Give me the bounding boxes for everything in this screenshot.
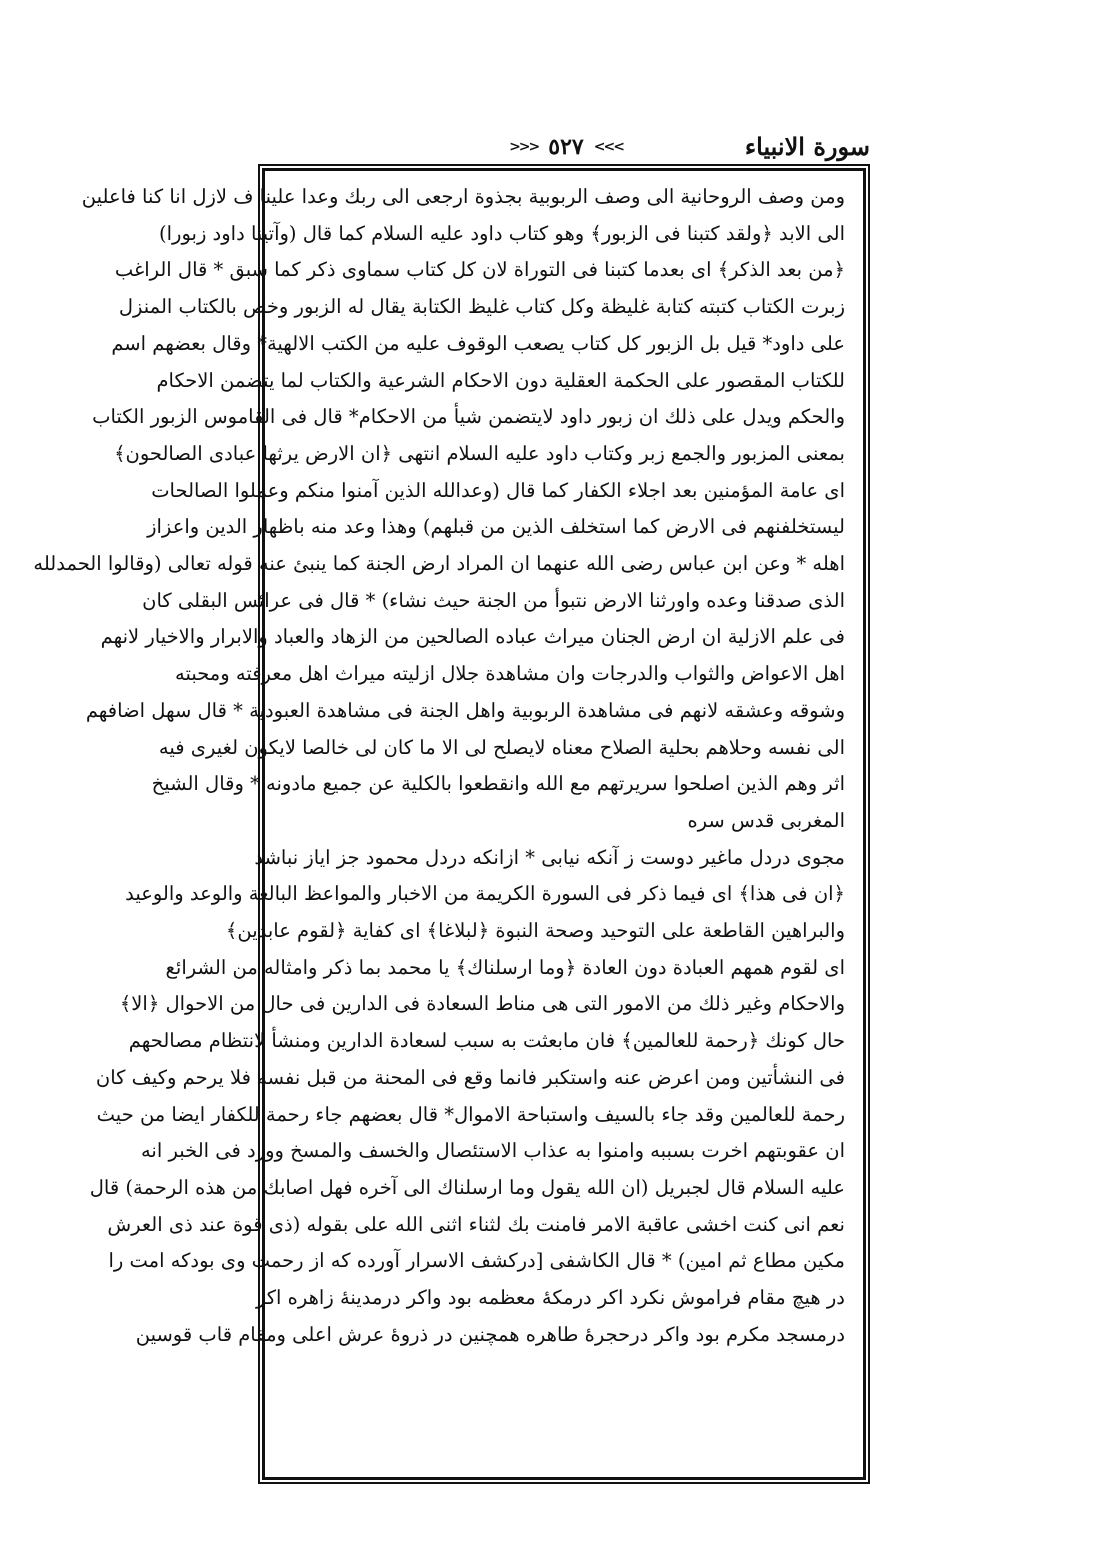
paragraph-1 bbox=[33, 179, 845, 840]
surah-name: سورة الانبياء bbox=[744, 132, 870, 161]
text-line: بمعنى المزبور والجمع زبر وكتاب داود عليه السلام انتهى ﴿ان الارض يرثها عبادى الصالحون﴾ bbox=[114, 441, 845, 465]
text-line: اهله * وعن ابن عباس رضى الله عنهما ان المراد ارض الجنة كما ينبئ عنه قوله تعالى (وقالوا الحمدلله bbox=[33, 552, 845, 576]
page-number-group bbox=[509, 134, 623, 160]
text-line: فى علم الازلية ان ارض الجنان ميراث عباده الصالحين من الزهاد والعباد والابرار والاخيار لانهم bbox=[100, 625, 845, 649]
text-line: ليستخلفنهم فى الارض كما استخلف الذين من قبلهم) وهذا وعد منه باظهار الدين واعزاز bbox=[147, 515, 845, 539]
text-line: درمسجد مكرم بود واكر درحجرهٔ طاهره همچنين در ذروهٔ عرش اعلى ومقام قاب قوسين bbox=[135, 1322, 845, 1346]
text-line: الذى صدقنا وعده واورثنا الارض نتبوأ من الجنة حيث نشاء) * قال فى عرائس البقلى كان bbox=[142, 588, 845, 612]
text-line: مكين مطاع ثم امين) * قال الكاشفى [دركشف الاسرار آورده كه از رحمت وى بودكه امت را bbox=[108, 1249, 845, 1273]
text-line: رحمة للعالمين وقد جاء بالسيف واستباحة الاموال* قال بعضهم جاء رحمة للكفار ايضا من حيث bbox=[96, 1102, 845, 1126]
text-line: اثر وهم الذين اصلحوا سريرتهم مع الله وانقطعوا بالكلية عن جميع مادونه * وقال الشيخ bbox=[151, 772, 845, 796]
text-line: اهل الاعواض والثواب والدرجات وان مشاهدة جلال ازليته ميراث اهل معرفته ومحبته bbox=[175, 662, 845, 686]
text-line: ان عقوبتهم اخرت بسببه وامنوا به عذاب الاستئصال والخسف والمسخ وورد فى الخبر انه bbox=[140, 1139, 845, 1163]
text-line: اى عامة المؤمنين بعد اجلاء الكفار كما قال (وعدالله الذين آمنوا منكم وعملوا الصالحات bbox=[151, 478, 845, 502]
ornament-right-icon: <<< bbox=[593, 139, 623, 155]
text-line: والحكم ويدل على ذلك ان زبور داود لايتضمن شيأ من الاحكام* قال فى القاموس الزبور الكتاب bbox=[92, 405, 845, 429]
text-line: نعم انى كنت اخشى عاقبة الامر فامنت بك لثناء اثنى الله على بقوله (ذى قوة عند ذى العرش bbox=[107, 1212, 845, 1236]
text-line: الى الابد ﴿ولقد كتبنا فى الزبور﴾ وهو كتاب داود عليه السلام كما قال (وآتينا داود زبورا) bbox=[159, 221, 845, 245]
text-line: والبراهين القاطعة على التوحيد وصحة النبوة ﴿لبلاغا﴾ اى كفاية ﴿لقوم عابدين﴾ bbox=[225, 919, 845, 943]
text-line: الى نفسه وحلاهم بحلية الصلاح معناه لايصلح لى الا ما كان لى خالصا لايكون لغيرى فيه bbox=[158, 735, 845, 759]
text-body bbox=[33, 179, 845, 1469]
page-number: ٥٢٧ bbox=[548, 134, 584, 160]
poem-line: مجوى دردل ماغير دوست ز آنكه نيابى * ازانكه دردل محمود جز اياز نباشد bbox=[254, 845, 845, 869]
text-line: اى لقوم همهم العبادة دون العادة ﴿وما ارسلناك﴾ يا محمد بما ذكر وامثاله من الشرائع bbox=[165, 955, 845, 979]
text-line: ﴿من بعد الذكر﴾ اى بعدما كتبنا فى التوراة لان كل كتاب سماوى ذكر كما سبق * قال الراغب bbox=[114, 258, 845, 282]
text-line: ومن وصف الروحانية الى وصف الربوبية بجذوة ارجعى الى ربك وعدا علينا ف لازل انا كنا فاعلين bbox=[81, 185, 845, 208]
text-line: على داود* قيل بل الزبور كل كتاب يصعب الوقوف عليه من الكتب الالهية* وقال بعضهم اسم bbox=[111, 331, 845, 355]
ornament-left-icon: >>> bbox=[509, 139, 539, 155]
text-line: عليه السلام قال لجبريل (ان الله يقول وما ارسلناك الى آخره فهل اصابك من هذه الرحمة) قال bbox=[89, 1175, 845, 1199]
text-line: ﴿ان فى هذا﴾ اى فيما ذكر فى السورة الكريمة من الاخبار والمواعظ البالغة والوعد والوعيد bbox=[125, 882, 845, 906]
text-frame bbox=[33, 168, 866, 1480]
text-line: المغربى قدس سره bbox=[687, 808, 845, 832]
text-line: وشوقه وعشقه لانهم فى مشاهدة الربوبية واهل الجنة فى مشاهدة العبودية * قال سهل اضافهم bbox=[85, 698, 845, 722]
paragraph-2 bbox=[89, 876, 845, 1353]
text-line: حال كونك ﴿رحمة للعالمين﴾ فان مابعثت به سبب لسعادة الدارين ومنشأ لانتظام مصالحهم bbox=[128, 1029, 845, 1053]
text-line: للكتاب المقصور على الحكمة العقلية دون الاحكام الشرعية والكتاب لما يتضمن الاحكام bbox=[156, 368, 845, 392]
text-line: در هيچ مقام فراموش نكرد اكر درمكهٔ معظمه بود واكر درمدينهٔ زاهره اكر bbox=[256, 1286, 845, 1310]
text-line: زبرت الكتاب كتبته كتابة غليظة وكل كتاب غليظ الكتابة يقال له الزبور وخص بالكتاب المنزل bbox=[118, 295, 845, 319]
text-line: فى النشأتين ومن اعرض عنه واستكبر فانما وقع فى المحنة من قبل نفسه فلا يرحم وكيف كان bbox=[95, 1065, 845, 1089]
page-header bbox=[262, 128, 870, 168]
text-line: والاحكام وغير ذلك من الامور التى هى مناط السعادة فى الدارين فى حال من الاحوال ﴿الا﴾ bbox=[119, 992, 845, 1016]
